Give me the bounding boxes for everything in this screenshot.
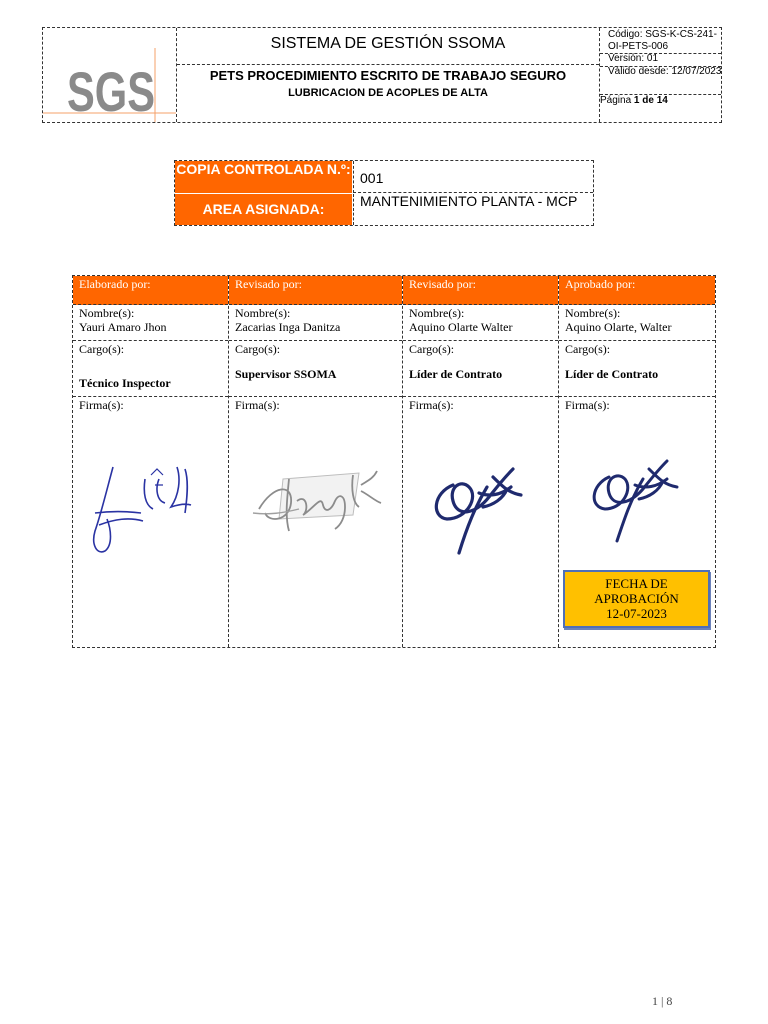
- title-cell: [177, 28, 600, 122]
- approval-table: [72, 275, 716, 648]
- page-indicator: [600, 95, 668, 107]
- name-label: Nombre(s):: [79, 306, 135, 320]
- valid-from-date: Válido desde: 12/07/2023: [608, 66, 722, 77]
- cargo-value: Supervisor SSOMA: [235, 367, 337, 381]
- name-cell: [559, 305, 715, 341]
- assigned-area-label: AREA ASIGNADA:: [175, 194, 352, 225]
- document-meta: [600, 28, 721, 122]
- cargo-label: Cargo(s):: [409, 342, 455, 356]
- signature-label: Firma(s):: [565, 398, 610, 412]
- signature-image: [249, 455, 389, 549]
- page-prefix: Página: [600, 95, 634, 106]
- copy-number-label: COPIA CONTROLADA N.º:: [175, 161, 352, 193]
- column-header: Revisado por:: [403, 276, 558, 305]
- person-name: Aquino Olarte, Walter: [565, 320, 672, 334]
- signature-cell: [559, 397, 715, 647]
- person-name: Yauri Amaro Jhon: [79, 320, 167, 334]
- document-version: Versión: 01: [608, 53, 659, 64]
- cargo-label: Cargo(s):: [565, 342, 611, 356]
- column-header: Revisado por:: [229, 276, 402, 305]
- approval-column-aprobado: [559, 276, 715, 647]
- stamp-line-1: FECHA DE: [605, 576, 668, 591]
- svg-text:SGS: SGS: [67, 60, 155, 122]
- approval-column-revisado-2: [403, 276, 559, 647]
- system-title: SISTEMA DE GESTIÓN SSOMA: [177, 32, 599, 65]
- person-name: Aquino Olarte Walter: [409, 320, 513, 334]
- stamp-date: 12-07-2023: [606, 606, 667, 621]
- name-cell: [229, 305, 402, 341]
- name-cell: [403, 305, 558, 341]
- column-header: Elaborado por:: [73, 276, 228, 305]
- cargo-cell: [73, 341, 228, 397]
- document-code: Código: SGS-K-CS-241-OI-PETS-006: [608, 29, 717, 52]
- signature-label: Firma(s):: [409, 398, 454, 412]
- cargo-cell: [403, 341, 558, 397]
- cargo-value: Líder de Contrato: [565, 367, 659, 381]
- assigned-area-value: MANTENIMIENTO PLANTA - MCP: [353, 194, 593, 225]
- signature-image: [81, 459, 211, 559]
- copy-number-value: 001: [353, 161, 593, 193]
- sgs-logo: [43, 28, 176, 122]
- controlled-copy-table: [174, 160, 594, 226]
- cargo-cell: [229, 341, 402, 397]
- column-header: Aprobado por:: [559, 276, 715, 305]
- signature-label: Firma(s):: [79, 398, 124, 412]
- signature-image: [579, 451, 689, 547]
- page-value: 1 de 14: [633, 95, 668, 106]
- document-subtitle: LUBRICACION DE ACOPLES DE ALTA: [288, 87, 488, 99]
- cargo-cell: [559, 341, 715, 397]
- page-footer-number: 1 | 8: [652, 994, 673, 1008]
- cargo-value: Técnico Inspector: [79, 376, 171, 390]
- signature-cell: [73, 397, 228, 647]
- name-label: Nombre(s):: [409, 306, 465, 320]
- cargo-value: Líder de Contrato: [409, 367, 503, 381]
- signature-cell: [403, 397, 558, 647]
- document-title: PETS PROCEDIMIENTO ESCRITO DE TRABAJO SEGURO: [209, 68, 567, 83]
- person-name: Zacarias Inga Danitza: [235, 320, 341, 334]
- logo-cell: [43, 28, 177, 122]
- approval-date-stamp: [563, 570, 710, 628]
- approval-column-revisado-1: [229, 276, 403, 647]
- stamp-line-2: APROBACIÓN: [594, 591, 679, 606]
- name-cell: [73, 305, 228, 341]
- name-label: Nombre(s):: [235, 306, 291, 320]
- document-header: [42, 27, 722, 123]
- signature-image: [423, 457, 533, 557]
- approval-column-elaborado: [73, 276, 229, 647]
- signature-cell: [229, 397, 402, 647]
- name-label: Nombre(s):: [565, 306, 621, 320]
- signature-label: Firma(s):: [235, 398, 280, 412]
- cargo-label: Cargo(s):: [79, 342, 125, 356]
- cargo-label: Cargo(s):: [235, 342, 281, 356]
